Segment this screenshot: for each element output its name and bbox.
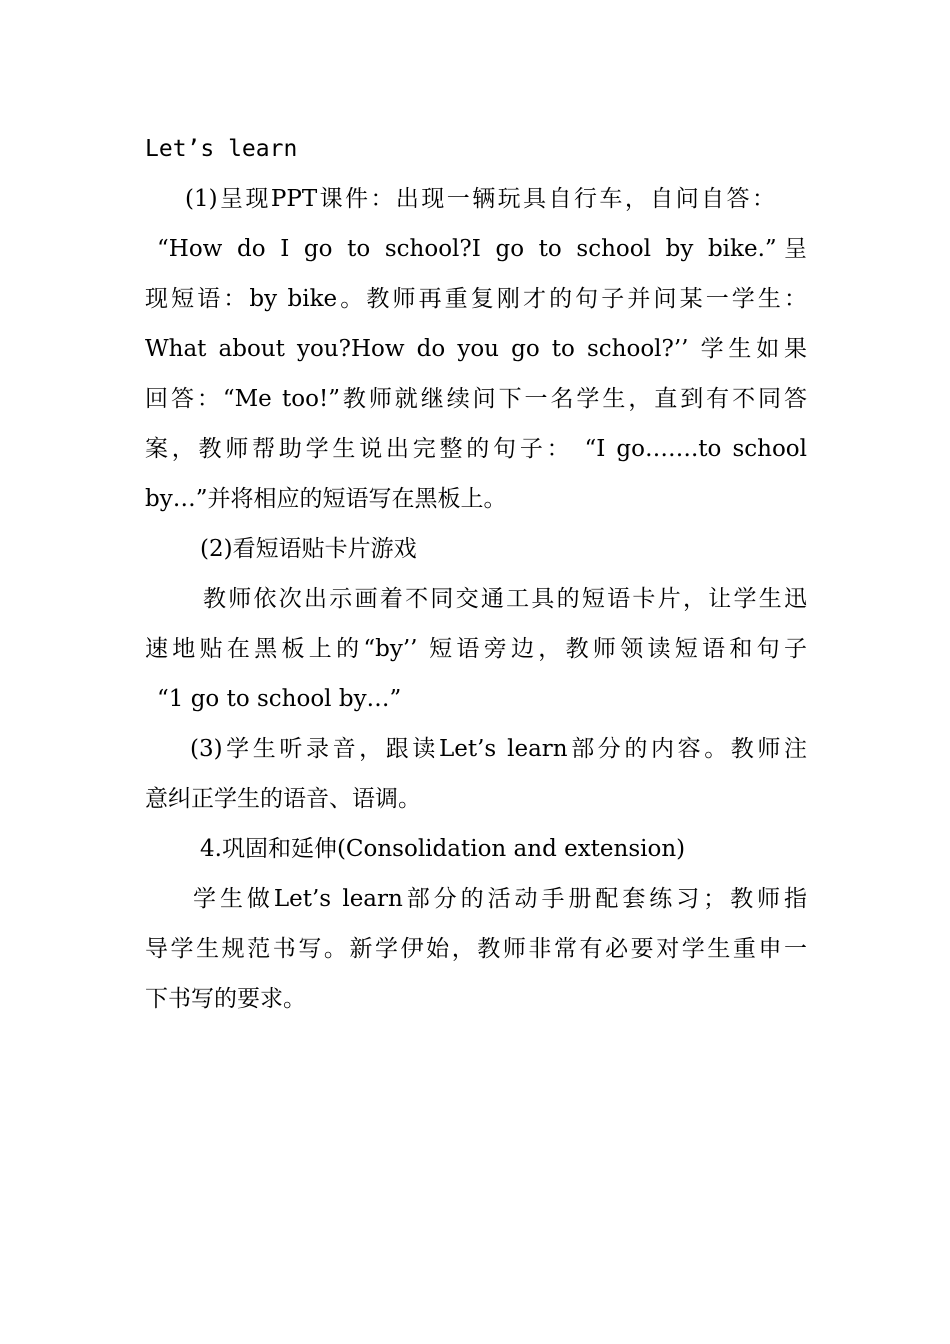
- paragraph-line: What about you?How do you go to school?’’ 学生如果: [145, 336, 807, 362]
- paragraph-line: “How do I go to school?I go to school by bike.”呈: [157, 236, 807, 262]
- paragraph-line: (3)学生听录音，跟读Let’s learn部分的内容。教师注: [190, 736, 807, 762]
- subheading: (2)看短语贴卡片游戏: [200, 536, 417, 562]
- paragraph-line: 下书写的要求。: [145, 986, 306, 1012]
- paragraph-line: 现短语：by bike。教师再重复刚才的句子并问某一学生：: [145, 286, 807, 312]
- section-heading: Let’s learn: [145, 136, 298, 162]
- paragraph-line: 回答：“Me too!”教师就继续问下一名学生，直到有不同答: [145, 386, 807, 412]
- subheading: 4.巩固和延伸(Consolidation and extension): [200, 836, 686, 862]
- paragraph-line: “1 go to school by…”: [157, 686, 402, 712]
- paragraph-line: 速地贴在黑板上的“by’’ 短语旁边，教师领读短语和句子: [145, 636, 807, 662]
- paragraph-line: 案，教师帮助学生说出完整的句子： “I go…….to school: [145, 436, 807, 462]
- paragraph-line: 意纠正学生的语音、语调。: [145, 786, 421, 812]
- paragraph-line: 导学生规范书写。新学伊始，教师非常有必要对学生重申一: [145, 936, 807, 962]
- paragraph-line: 学生做Let’s learn部分的活动手册配套练习；教师指: [193, 886, 807, 912]
- paragraph-line: 教师依次出示画着不同交通工具的短语卡片，让学生迅: [203, 586, 807, 612]
- paragraph-line: (1)呈现PPT课件：出现一辆玩具自行车，自问自答：: [185, 186, 775, 212]
- paragraph-line: by…”并将相应的短语写在黑板上。: [145, 486, 507, 512]
